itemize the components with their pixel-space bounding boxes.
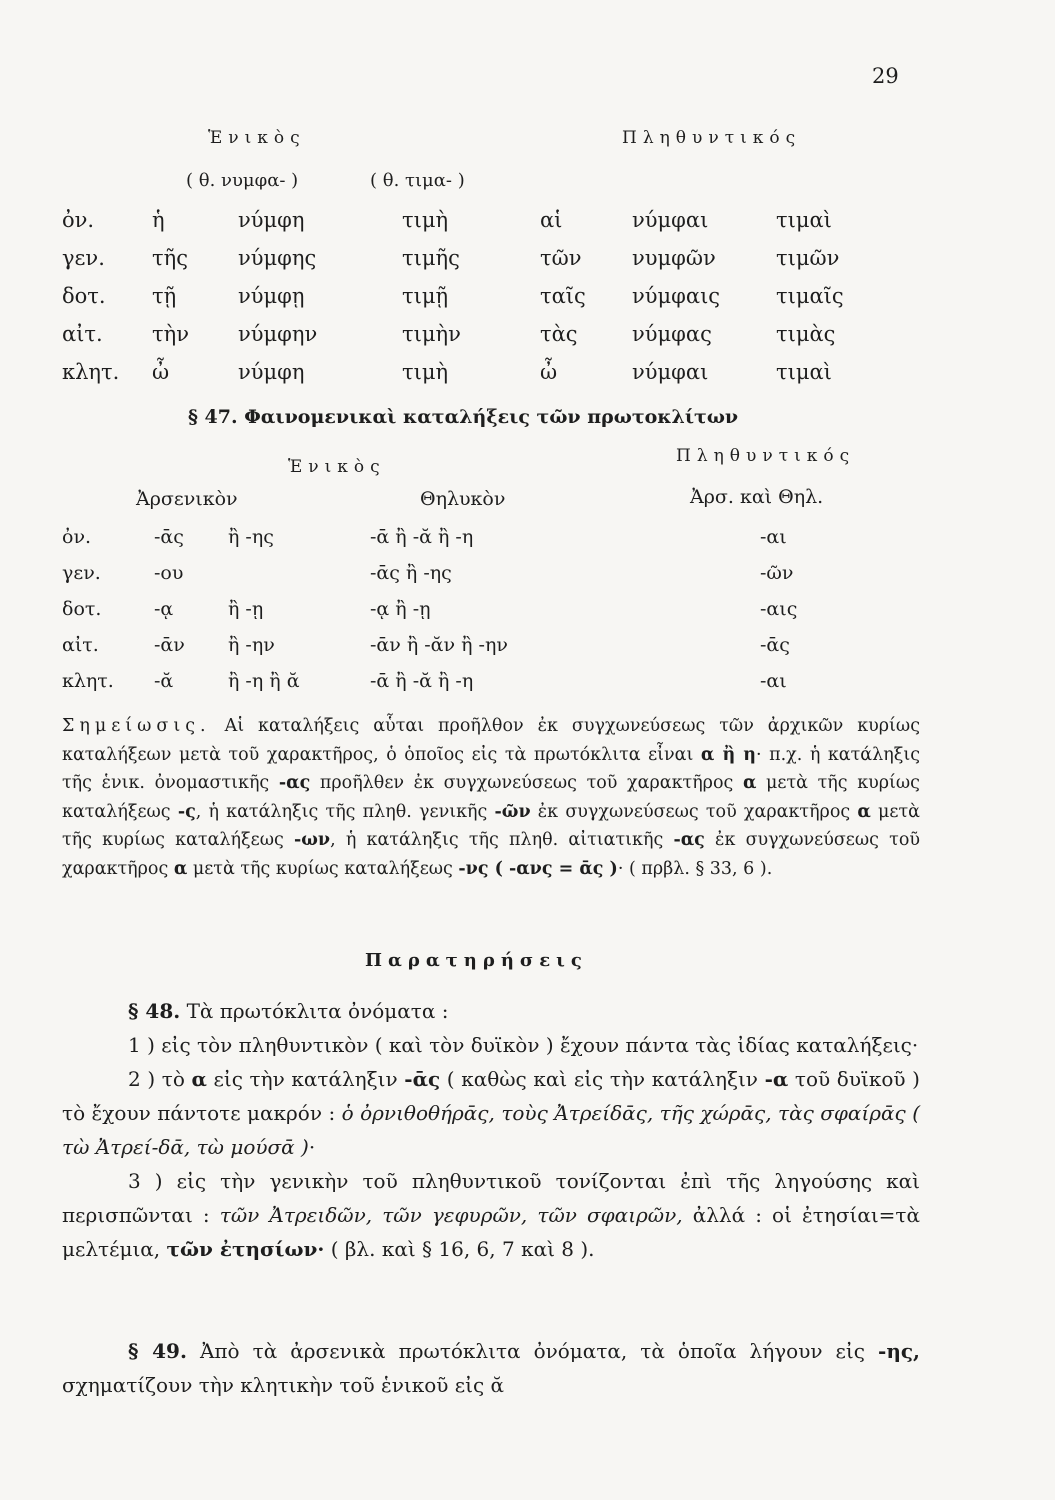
s48-heading	[62, 994, 920, 1028]
table-cell: τὰς	[540, 322, 578, 346]
ending-cell: δοτ.	[62, 598, 102, 620]
s48-number: § 48.	[128, 999, 181, 1023]
s47-masc-header: Ἀρσενικὸν	[136, 488, 238, 510]
text: Ἀπὸ τὰ ἀρσενικὰ πρωτόκλιτα ὀνόματα, τὰ ὁποῖα λήγουν εἰς	[186, 1339, 879, 1363]
table-cell: τιμῶν	[776, 246, 840, 270]
ending-cell: -ᾱς ἢ -ης	[370, 562, 452, 584]
ending-cell: κλητ.	[62, 670, 114, 692]
table-cell: τῆς	[152, 246, 188, 270]
note-text: μετὰ τῆς κυρίως καταλήξεως	[62, 773, 920, 822]
text: ( καθὼς καὶ εἰς τὴν κατάληξιν	[440, 1067, 765, 1091]
s48-intro: Τὰ πρωτόκλιτα ὀνόματα :	[180, 999, 449, 1023]
note-text: · π.χ. ἡ κατάληξις τῆς ἑνικ. ὀνομαστικῆς	[62, 744, 920, 793]
table-cell: αἰτ.	[62, 322, 103, 346]
table-cell: τιμαὶ	[776, 208, 832, 232]
note-bold: α	[857, 801, 871, 822]
text: 2 ) τὸ	[128, 1067, 192, 1091]
observations-title: Παρατηρήσεις	[365, 950, 588, 971]
text: τοῦ δυϊκοῦ ) τὸ ἔχουν πάντοτε μακρόν :	[62, 1067, 920, 1125]
bold-text: -ᾱς	[404, 1067, 441, 1091]
table-cell: κλητ.	[62, 360, 120, 384]
note-text: Αἱ καταλήξεις αὗται προῆλθον ἐκ συγχωνεύσεως τῶν ἀρχικῶν κυρίως καταλήξεων μετὰ τοῦ χαρακτῆρος, ὁ ὁποῖος εἰς τὰ πρωτόκλιτα εἶναι	[62, 716, 920, 765]
italic-text: τῶν Ἀτρειδῶν, τῶν γεφυρῶν, τῶν σφαιρῶν,	[219, 1203, 683, 1227]
ending-cell: -ᾱν ἢ -ᾰν ἢ -ην	[370, 634, 508, 656]
ending-cell: αἰτ.	[62, 634, 99, 656]
table-cell: αἱ	[540, 208, 563, 232]
ending-cell: ὀν.	[62, 526, 92, 548]
table-cell: νύμφαις	[632, 284, 721, 308]
table-cell: νύμφῃ	[238, 284, 305, 308]
s48-item-2	[62, 1062, 920, 1164]
ending-cell: -ῶν	[760, 562, 794, 584]
note-bold: α	[173, 858, 188, 879]
ending-cell: -ᾱν	[154, 634, 185, 656]
bold-text: -ης,	[878, 1339, 921, 1363]
bold-text: α	[191, 1067, 207, 1091]
table-cell: νύμφας	[632, 322, 712, 346]
note-bold: -νς ( -ανς = ᾱς )	[458, 858, 618, 879]
s47-fem-header: Θηλυκὸν	[420, 488, 506, 510]
note-text: προῆλθεν ἐκ συγχωνεύσεως τοῦ χαρακτῆρος	[310, 773, 743, 793]
text: ( βλ. καὶ § 16, 6, 7 καὶ 8 ).	[324, 1237, 595, 1261]
ending-cell: -ᾰ	[154, 670, 174, 692]
table-cell: τὴν	[152, 322, 189, 346]
note-text: ἐκ συγχωνεύσεως τοῦ χαρακτῆρος	[530, 801, 858, 822]
note-bold: -ας	[673, 830, 705, 850]
text: ·	[308, 1135, 316, 1159]
stem-label-1: ( θ. νυμφα- )	[186, 170, 299, 191]
singular-header: Ἑνικὸς	[208, 128, 306, 148]
ending-cell: -αι	[760, 526, 787, 548]
ending-cell: ἢ -ην	[228, 634, 275, 656]
ending-cell: ἢ -ης	[228, 526, 274, 548]
table-cell: νύμφαι	[632, 360, 709, 384]
s49-paragraph	[62, 1334, 920, 1402]
table-cell: δοτ.	[62, 284, 106, 308]
ending-cell: -ᾱς	[154, 526, 184, 548]
s48-item-3	[62, 1164, 920, 1266]
table-cell: νύμφην	[238, 322, 318, 346]
section-48	[62, 994, 920, 1266]
note-text: ἐκ συγχωνεύσεως τοῦ χαρακτῆρος	[62, 830, 920, 879]
section-47-title: § 47. Φαινομενικαὶ καταλήξεις τῶν πρωτοκλίτων	[188, 406, 739, 428]
ending-cell: -ᾳ	[154, 598, 174, 620]
text: εἰς τὴν κατάληξιν	[206, 1067, 405, 1091]
table-cell: ταῖς	[540, 284, 586, 308]
ending-cell: -ᾱς	[760, 634, 790, 656]
ending-cell: ἢ -η ἢ ᾰ	[228, 670, 300, 692]
table-cell: τιμὴν	[402, 322, 461, 346]
table-cell: ἡ	[152, 208, 165, 232]
note-label: Σημείωσις.	[62, 716, 211, 736]
table-cell: νύμφη	[238, 360, 305, 384]
table-cell: τῇ	[152, 284, 177, 308]
page-number: 29	[872, 64, 899, 88]
section-49	[62, 1334, 920, 1402]
plural-header: Πληθυντικός	[622, 128, 802, 148]
note-bold: -ας	[278, 773, 311, 793]
ending-cell: -ᾱ ἢ -ᾰ ἢ -η	[370, 526, 474, 548]
bold-text: -α	[764, 1067, 789, 1091]
ending-cell: -αις	[760, 598, 798, 620]
text: σχηματίζουν τὴν κλητικὴν τοῦ ἑνικοῦ εἰς ᾰ	[62, 1373, 505, 1397]
bold-text: τῶν ἐτησίων·	[166, 1237, 325, 1261]
text: ἀλλά : οἱ ἐτησίαι=τὰ μελτέμια,	[62, 1203, 920, 1261]
note-text: , ἡ κατάληξις τῆς πληθ. αἰτιατικῆς	[330, 830, 674, 850]
ending-cell: -ου	[154, 562, 184, 584]
note-bold: -ων	[294, 830, 331, 850]
table-cell: νυμφῶν	[632, 246, 716, 270]
table-cell: ὦ	[540, 360, 558, 384]
table-cell: νύμφη	[238, 208, 305, 232]
ending-cell: ἢ -ῃ	[228, 598, 264, 620]
s47-plural-sub: Ἀρσ. καὶ Θηλ.	[690, 486, 824, 508]
note-bold: -ς	[177, 801, 196, 822]
s47-singular-header: Ἑνικὸς	[288, 457, 386, 477]
note-bold: α	[742, 773, 757, 793]
note-text: μετὰ τῆς κυρίως καταλήξεως	[187, 858, 459, 879]
table-cell: τιμῆς	[402, 246, 460, 270]
table-cell: γεν.	[62, 246, 105, 270]
ending-cell: -ᾱ ἢ -ᾰ ἢ -η	[370, 670, 474, 692]
note-paragraph	[62, 712, 920, 883]
note-bold: α ἢ η	[700, 744, 756, 765]
table-cell: τῶν	[540, 246, 582, 270]
ending-cell: -αι	[760, 670, 787, 692]
s48-item-1: 1 ) εἰς τὸν πληθυντικὸν ( καὶ τὸν δυϊκὸν ) ἔχουν πάντα τὰς ἰδίας καταλήξεις·	[128, 1033, 919, 1057]
stem-label-2: ( θ. τιμα- )	[370, 170, 465, 191]
text: 3 ) εἰς τὴν γενικὴν τοῦ πληθυντικοῦ τονίζονται ἐπὶ τῆς ληγούσης καὶ περισπῶνται :	[62, 1169, 920, 1227]
note-bold: -ῶν	[494, 801, 531, 822]
italic-text: ὁ ὀρνιθοθήρᾱς, τοὺς Ἀτρείδᾱς, τῆς χώρᾱς, τὰς σφαίρᾱς ( τὼ Ἀτρεί-δᾱ, τὼ μούσᾱ )	[62, 1101, 921, 1159]
table-cell: ὀν.	[62, 208, 95, 232]
note-text: μετὰ τῆς κυρίως καταλήξεως	[62, 801, 920, 850]
note-text: , ἡ κατάληξις τῆς πληθ. γενικῆς	[195, 801, 495, 822]
table-cell: τιμαὶ	[776, 360, 832, 384]
table-cell: νύμφης	[238, 246, 317, 270]
table-cell: ὦ	[152, 360, 170, 384]
ending-cell: γεν.	[62, 562, 101, 584]
table-cell: νύμφαι	[632, 208, 709, 232]
table-cell: τιμὴ	[402, 208, 449, 232]
s49-number: § 49.	[128, 1339, 187, 1363]
table-cell: τιμὰς	[776, 322, 836, 346]
table-cell: τιμῇ	[402, 284, 449, 308]
table-cell: τιμὴ	[402, 360, 449, 384]
note-text: · ( πρβλ. § 33, 6 ).	[617, 858, 773, 879]
s47-plural-header: Πληθυντικός	[676, 446, 856, 466]
ending-cell: -ᾳ ἢ -ῃ	[370, 598, 431, 620]
table-cell: τιμαῖς	[776, 284, 844, 308]
